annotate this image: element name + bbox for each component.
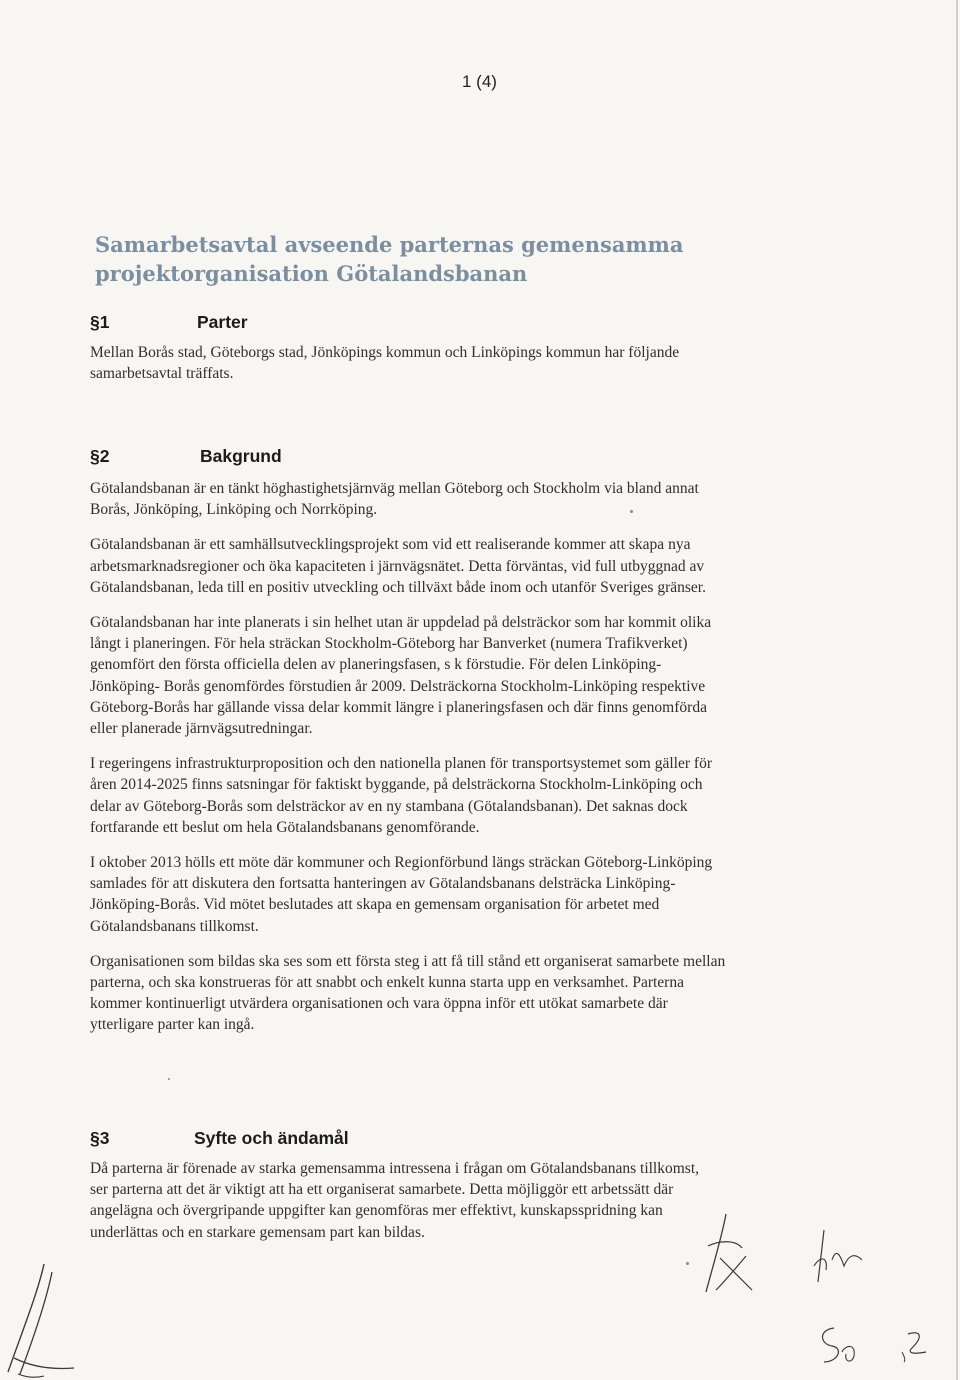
section-number: §3: [90, 1128, 110, 1148]
paragraph: I regeringens infrastrukturproposition och den nationella planen för transportsystemet som gäller för åren 2014-2025 finns satsningar för faktiskt byggande, på delsträckorna Stockholm-Linköping och delar av Göteborg-Borås som delsträckor av en ny stambana (Götalandsbanan). Det saknas dock fortfarande ett beslut om hela Götalandsbanans genomförande.: [90, 755, 712, 836]
paragraph: Götalandsbanan är ett samhällsutvecklingsprojekt som vid ett realiserande kommer att skapa nya arbetsmarknadsregioner och öka kapaciteten i järnvägsnätet. Detta förväntas, vid full utbyggnad av Götalandsbanan, leda till en positiv utveckling och tillväxt både inom och utanför Sveriges gränser.: [90, 536, 706, 596]
section-heading: [90, 446, 730, 472]
signature-initials-middle: [696, 1210, 756, 1296]
section-heading: [90, 312, 730, 338]
paragraph: Götalandsbanan har inte planerats i sin helhet utan är uppdelad på delsträckor som har kommit olika långt i planeringen. För hela sträckan Stockholm-Göteborg har Banverket (numera Trafikverket) genomfört den första officiella delen av planeringsfasen, s k förstudie. För delen Linköping-Jönköping- Borås genomfördes förstudien år 2009. Delsträckorna Stockholm-Linköping respektive Göteborg-Borås har gällande vissa delar kommit längre i planeringsfasen och där finns genomförda eller planerade järnvägsutredningar.: [90, 614, 712, 738]
paragraph: I oktober 2013 hölls ett möte där kommuner och Regionförbund längs sträckan Göteborg-Linköping samlades för att diskutera den fortsatta hanteringen av Götalandsbanans delsträcka Linköping-Jönköping-Borås. Vid mötet beslutades att skapa en gemensam organisation för arbetet med Götalandsbanans tillkomst.: [90, 854, 713, 935]
scan-speck: [686, 1262, 689, 1265]
section-title: Bakgrund: [200, 446, 282, 466]
document-title: Samarbetsavtal avseende parternas gemensamma projektorganisation Götalandsbanan: [95, 232, 684, 286]
scan-speck: [630, 510, 633, 513]
section-title: Syfte och ändamål: [194, 1128, 349, 1148]
section-heading: [90, 1128, 730, 1154]
scan-edge-line: [956, 0, 958, 1380]
section-parter: [90, 312, 730, 398]
signature-initials-bottom: [812, 1322, 932, 1372]
scan-speck: [168, 1078, 170, 1080]
paragraph: Götalandsbanan är en tänkt höghastighetsjärnväg mellan Göteborg och Stockholm via bland annat Borås, Jönköping, Linköping och Norrköping.: [90, 480, 699, 519]
paragraph: Mellan Borås stad, Göteborgs stad, Jönköpings kommun och Linköpings kommun har följande samarbetsavtal träffats.: [90, 344, 680, 383]
signature-initials-right: [810, 1226, 866, 1286]
section-bakgrund: [90, 446, 730, 1050]
section-number: §2: [90, 446, 110, 466]
section-number: §1: [90, 312, 110, 332]
paragraph: Organisationen som bildas ska ses som ett första steg i att få till stånd ett organiserat samarbete mellan parterna, och ska konstrueras för att snabbt och enkelt kunna starta upp en verksamhet. Parterna kommer kontinuerligt utvärdera organisationen och vara öppna inför ett utökat samarbete där ytterligare parter kan ingå.: [90, 952, 726, 1034]
section-syfte: [90, 1128, 730, 1257]
paragraph: Då parterna är förenade av starka gemensamma intressena i frågan om Götalandsbanans tillkomst, ser parterna att det är viktigt att ha ett organiserat samarbete. Detta möjliggör ett arbetssätt där angelägna och övergripande uppgifter kan genomföras mer effektivt, kunskapsspridning kan underlättas och en starkare gemensam part kan bildas.: [90, 1160, 700, 1241]
signature-initials-left: [0, 1262, 80, 1380]
page-number: 1 (4): [462, 72, 497, 91]
section-title: Parter: [197, 312, 248, 332]
